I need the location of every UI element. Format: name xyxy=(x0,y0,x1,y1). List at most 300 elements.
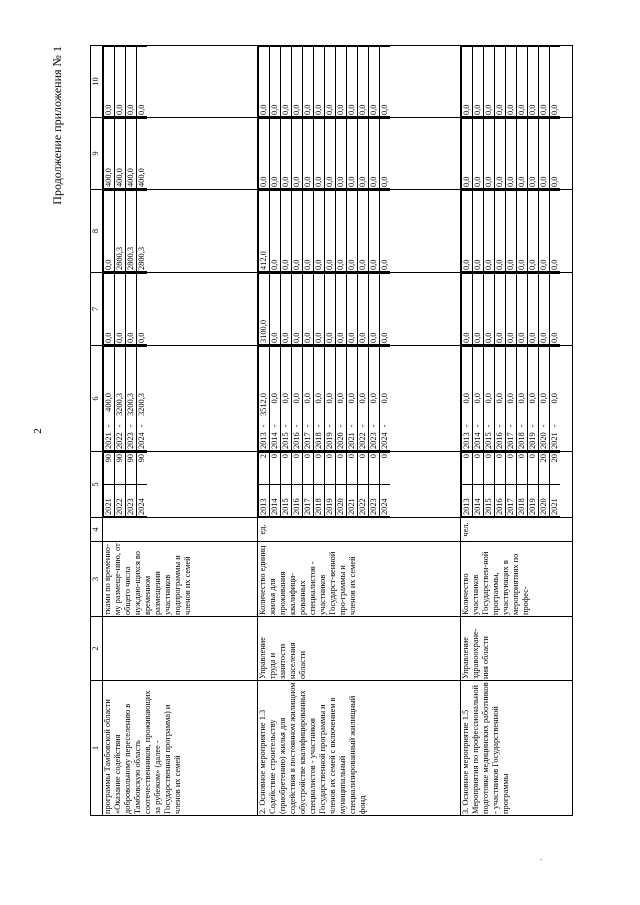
year-row xyxy=(137,453,148,517)
funding-value: 0,0 xyxy=(126,274,137,345)
total-value: 0,0 xyxy=(473,393,482,404)
total-value: 0,0 xyxy=(281,393,290,404)
year-values xyxy=(258,118,390,189)
year: 2016 xyxy=(292,485,303,517)
funding-value: 0,0 xyxy=(462,274,473,345)
indicator-value: 90 xyxy=(137,453,148,485)
executor-cell xyxy=(258,617,461,681)
funding-value: 400,0 xyxy=(104,119,115,189)
funding-value: 0,0 xyxy=(281,119,292,189)
funding-value: 0,0 xyxy=(462,47,473,117)
stray-mark: . xyxy=(540,853,542,862)
year-row xyxy=(115,453,126,517)
year-row xyxy=(484,119,495,189)
year-row xyxy=(303,191,314,272)
year-row xyxy=(358,453,369,517)
year-row xyxy=(517,347,528,451)
year-row xyxy=(358,274,369,345)
year-values xyxy=(103,273,147,345)
year-row xyxy=(126,453,137,517)
column-header: 1 xyxy=(91,681,103,816)
column-header: 7 xyxy=(91,273,103,346)
total-value: 0,0 xyxy=(325,393,334,404)
year-values xyxy=(258,273,390,345)
year-row xyxy=(369,347,380,451)
year-row xyxy=(380,47,391,117)
total-value: 0,0 xyxy=(484,393,493,404)
indicator-value: 0 xyxy=(292,453,303,485)
funding-value: 0,0 xyxy=(380,47,391,117)
year-row xyxy=(369,191,380,272)
total-value: 0,0 xyxy=(506,393,515,404)
year-row xyxy=(336,453,347,517)
indicator-value: 0 xyxy=(380,453,391,485)
activity-name: 2. Основное мероприятие 1.3 Содействие строительству (приобретению) жилья для содействия в постоянном жилищном обустройстве квалифицированных специалистов - участников Государственной программы и членов их семей с включением в муниципальный специализированный жилищный фонд xyxy=(258,682,367,814)
year-total xyxy=(292,347,303,451)
funding-source-cell xyxy=(103,118,258,190)
year-row xyxy=(347,191,358,272)
indicator-value: 0 xyxy=(517,453,528,485)
year-row xyxy=(325,191,336,272)
column-header: 2 xyxy=(91,617,103,681)
year-row xyxy=(369,274,380,345)
year-row xyxy=(270,453,281,517)
year-total xyxy=(126,347,137,451)
year-row xyxy=(347,347,358,451)
year-row xyxy=(369,119,380,189)
year-row xyxy=(495,191,506,272)
year-values xyxy=(461,346,560,451)
year-row xyxy=(292,47,303,117)
total-value: 3200,3 xyxy=(137,393,146,417)
year-row xyxy=(380,453,391,517)
year-row xyxy=(281,347,292,451)
year: 2017 xyxy=(506,485,517,517)
year: 2018 xyxy=(517,485,528,517)
total-funding-cell xyxy=(103,346,258,452)
unit: чел. xyxy=(461,522,470,537)
funding-value: 0,0 xyxy=(325,47,336,117)
dash: - xyxy=(126,424,135,428)
year-total xyxy=(462,347,473,451)
year: 2023 xyxy=(126,485,137,517)
funding-value: 400,0 xyxy=(115,119,126,189)
year: 2024 xyxy=(380,485,391,517)
funding-source-cell xyxy=(258,273,461,346)
year-values xyxy=(103,118,147,189)
dash: - xyxy=(137,424,146,428)
total-value: 0,0 xyxy=(292,393,301,404)
indicator-value: 2 xyxy=(259,453,270,485)
indicator-values-cell xyxy=(461,452,573,518)
funding-value: 0,0 xyxy=(506,274,517,345)
year: 2023 xyxy=(369,485,380,517)
funding-value: 0,0 xyxy=(517,119,528,189)
year-values xyxy=(103,346,147,451)
dash: - xyxy=(314,424,323,428)
dash: - xyxy=(303,424,312,428)
year-row xyxy=(115,47,126,117)
year-row xyxy=(259,191,270,272)
year-total xyxy=(281,347,292,451)
year-row xyxy=(539,191,550,272)
year-total xyxy=(358,347,369,451)
funding-value: 0,0 xyxy=(303,274,314,345)
year-values xyxy=(258,346,390,451)
year-values xyxy=(461,118,560,189)
dash: - xyxy=(462,424,471,428)
year-row xyxy=(314,47,325,117)
year-total xyxy=(137,347,148,451)
funding-value: 0,0 xyxy=(314,47,325,117)
dash: - xyxy=(484,424,493,428)
funding-value: 3100,0 xyxy=(259,274,270,345)
year: 2021 xyxy=(104,485,115,517)
funding-value: 0,0 xyxy=(347,274,358,345)
year-total xyxy=(528,347,539,451)
dash: - xyxy=(358,424,367,428)
funding-value: 0,0 xyxy=(137,47,148,117)
year-row xyxy=(484,191,495,272)
year-total xyxy=(380,347,391,451)
funding-value: 0,0 xyxy=(369,119,380,189)
year-total xyxy=(495,347,506,451)
total-value: 3512,0 xyxy=(259,393,268,417)
year-row xyxy=(281,47,292,117)
funding-value: 0,0 xyxy=(550,274,561,345)
column-header: 5 xyxy=(91,452,103,518)
year-row xyxy=(303,453,314,517)
dash: - xyxy=(495,424,504,428)
funding-value: 0,0 xyxy=(314,119,325,189)
funding-value: 400,0 xyxy=(137,119,148,189)
year-row xyxy=(336,274,347,345)
year: 2016 xyxy=(495,432,504,449)
indicator-cell xyxy=(258,542,461,617)
dash: - xyxy=(550,424,559,428)
year-row xyxy=(292,274,303,345)
funding-value: 0,0 xyxy=(104,47,115,117)
year-row xyxy=(259,119,270,189)
year-row xyxy=(539,274,550,345)
funding-value: 0,0 xyxy=(369,191,380,272)
year-total xyxy=(325,347,336,451)
year: 2018 xyxy=(517,432,526,449)
year-row xyxy=(104,47,115,117)
year-row xyxy=(126,347,137,451)
year-row xyxy=(380,347,391,451)
funding-value: 0,0 xyxy=(270,274,281,345)
total-value: 0,0 xyxy=(495,393,504,404)
activity-name: программы Тамбовской области «Оказание содействия добровольному переселению в Тамбовскую область соотечественников, проживающих за рубежом» (далее - Государственная программа) и членов их семей xyxy=(103,690,182,814)
dash: - xyxy=(115,424,124,428)
unit: ед. xyxy=(258,524,267,535)
program-table xyxy=(90,45,573,816)
year-row xyxy=(550,274,561,345)
year: 2013 xyxy=(259,432,268,449)
year-row xyxy=(270,191,281,272)
page-number: 2 xyxy=(32,428,44,434)
year-row xyxy=(104,274,115,345)
year-row xyxy=(380,119,391,189)
year-row xyxy=(270,274,281,345)
dash: - xyxy=(104,424,113,428)
year-row xyxy=(473,191,484,272)
funding-value: 0,0 xyxy=(528,47,539,117)
year: 2017 xyxy=(303,432,312,449)
funding-value: 0,0 xyxy=(495,274,506,345)
year-row xyxy=(358,119,369,189)
year: 2016 xyxy=(495,485,506,517)
year-row xyxy=(369,47,380,117)
funding-source-cell xyxy=(258,190,461,273)
column-header: 6 xyxy=(91,346,103,452)
year-row xyxy=(528,191,539,272)
year: 2014 xyxy=(270,432,279,449)
activity-name-cell xyxy=(103,681,258,816)
year: 2017 xyxy=(506,432,515,449)
total-value: 0,0 xyxy=(528,393,537,404)
funding-value: 0,0 xyxy=(336,47,347,117)
funding-value: 0,0 xyxy=(462,191,473,272)
year-row xyxy=(104,191,115,272)
year-row xyxy=(506,274,517,345)
funding-source-cell xyxy=(103,190,258,273)
year-row xyxy=(550,347,561,451)
year-row xyxy=(495,347,506,451)
year-row xyxy=(126,119,137,189)
funding-value: 0,0 xyxy=(347,119,358,189)
year: 2020 xyxy=(336,485,347,517)
year-row xyxy=(314,191,325,272)
year-row xyxy=(380,191,391,272)
year-row xyxy=(495,119,506,189)
column-number-row xyxy=(91,46,103,816)
year: 2019 xyxy=(528,485,539,517)
funding-value: 0,0 xyxy=(369,47,380,117)
funding-value: 0,0 xyxy=(380,119,391,189)
column-header: 8 xyxy=(91,190,103,273)
funding-value: 0,0 xyxy=(358,191,369,272)
funding-value: 0,0 xyxy=(292,274,303,345)
year-row xyxy=(325,453,336,517)
year-row xyxy=(495,453,506,517)
year-values xyxy=(258,190,390,272)
funding-value: 0,0 xyxy=(126,47,137,117)
column-header: 9 xyxy=(91,118,103,190)
funding-value: 0,0 xyxy=(292,47,303,117)
year-values xyxy=(258,46,390,117)
rotated-landscape-content xyxy=(32,46,578,816)
funding-value: 0,0 xyxy=(259,119,270,189)
year-row xyxy=(484,347,495,451)
year-row xyxy=(517,274,528,345)
year-total xyxy=(473,347,484,451)
funding-value: 412,0 xyxy=(259,191,270,272)
year: 2018 xyxy=(314,485,325,517)
year: 2015 xyxy=(281,432,290,449)
funding-value: 0,0 xyxy=(314,274,325,345)
funding-value: 0,0 xyxy=(550,191,561,272)
year: 2023 xyxy=(369,432,378,449)
year-total xyxy=(303,347,314,451)
indicator-value: 0 xyxy=(336,453,347,485)
funding-value: 0,0 xyxy=(104,274,115,345)
year-row xyxy=(270,47,281,117)
year-row xyxy=(473,274,484,345)
year-values xyxy=(461,452,560,517)
year-total xyxy=(104,347,115,451)
year: 2024 xyxy=(380,432,389,449)
year-row xyxy=(126,274,137,345)
funding-value: 0,0 xyxy=(358,274,369,345)
total-value: 0,0 xyxy=(380,393,389,404)
year-row xyxy=(281,119,292,189)
year-row xyxy=(506,191,517,272)
funding-value: 0,0 xyxy=(259,47,270,117)
funding-value: 0,0 xyxy=(281,191,292,272)
year-row xyxy=(539,453,550,517)
year-row xyxy=(259,47,270,117)
funding-value: 0,0 xyxy=(517,47,528,117)
total-value: 0,0 xyxy=(462,393,471,404)
year-row xyxy=(462,191,473,272)
year: 2020 xyxy=(539,485,550,517)
funding-value: 0,0 xyxy=(506,47,517,117)
year-total xyxy=(259,347,270,451)
year-row xyxy=(517,47,528,117)
activity-name-cell xyxy=(461,681,573,816)
funding-source-cell xyxy=(258,118,461,190)
indicator-value: 0 xyxy=(369,453,380,485)
dash: - xyxy=(336,424,345,428)
activity-name-cell xyxy=(258,681,461,816)
funding-value: 0,0 xyxy=(336,191,347,272)
year: 2013 xyxy=(259,485,270,517)
year-row xyxy=(115,274,126,345)
total-value: 400,0 xyxy=(104,393,113,412)
year-row xyxy=(137,47,148,117)
year-row xyxy=(528,274,539,345)
funding-value: 0,0 xyxy=(292,191,303,272)
year-row xyxy=(550,119,561,189)
year-row xyxy=(281,453,292,517)
table-row xyxy=(258,46,461,816)
year: 2013 xyxy=(462,432,471,449)
year-row xyxy=(528,119,539,189)
year: 2019 xyxy=(325,432,334,449)
year-row xyxy=(126,191,137,272)
year: 2022 xyxy=(115,485,126,517)
year-row xyxy=(104,119,115,189)
year-row xyxy=(314,347,325,451)
funding-value: 0,0 xyxy=(325,119,336,189)
continuation-title: Продолжение приложения № 1 xyxy=(50,46,64,205)
year: 2017 xyxy=(303,485,314,517)
executor-cell xyxy=(103,617,258,681)
funding-source-cell xyxy=(103,273,258,346)
year-total xyxy=(115,347,126,451)
year: 2014 xyxy=(270,485,281,517)
year: 2022 xyxy=(115,432,124,449)
year-row xyxy=(281,274,292,345)
year-row xyxy=(550,47,561,117)
year-row xyxy=(506,347,517,451)
funding-value: 0,0 xyxy=(550,119,561,189)
year-row xyxy=(539,347,550,451)
year-row xyxy=(506,119,517,189)
year-row xyxy=(550,191,561,272)
indicator-value: 0 xyxy=(473,453,484,485)
year: 2021 xyxy=(347,432,356,449)
year-total xyxy=(484,347,495,451)
total-value: 0,0 xyxy=(347,393,356,404)
year: 2024 xyxy=(137,432,146,449)
funding-value: 0,0 xyxy=(303,119,314,189)
funding-value: 0,0 xyxy=(528,191,539,272)
funding-value: 0,0 xyxy=(358,119,369,189)
funding-value: 2800,3 xyxy=(115,191,126,272)
year-row xyxy=(115,347,126,451)
year-row xyxy=(347,453,358,517)
column-header: 10 xyxy=(91,46,103,118)
indicator-value: 0 xyxy=(270,453,281,485)
year-row xyxy=(380,274,391,345)
year: 2015 xyxy=(484,485,495,517)
funding-value: 0,0 xyxy=(292,119,303,189)
dash: - xyxy=(517,424,526,428)
funding-value: 0,0 xyxy=(325,191,336,272)
year-row xyxy=(303,347,314,451)
unit-cell xyxy=(103,518,258,542)
year-row xyxy=(347,274,358,345)
year: 2022 xyxy=(358,432,367,449)
indicator-value: 90 xyxy=(115,453,126,485)
year-total xyxy=(314,347,325,451)
indicator-value: 0 xyxy=(281,453,292,485)
funding-value: 0,0 xyxy=(462,119,473,189)
year-row xyxy=(462,119,473,189)
year-values xyxy=(103,452,147,517)
dash: - xyxy=(347,424,356,428)
dash: - xyxy=(259,424,268,428)
year-row xyxy=(484,47,495,117)
year-total xyxy=(550,347,561,451)
funding-value: 0,0 xyxy=(270,119,281,189)
funding-value: 0,0 xyxy=(281,47,292,117)
year-row xyxy=(336,191,347,272)
funding-value: 0,0 xyxy=(484,119,495,189)
funding-value: 0,0 xyxy=(484,47,495,117)
funding-value: 0,0 xyxy=(325,274,336,345)
year-row xyxy=(473,453,484,517)
year-total xyxy=(336,347,347,451)
total-value: 3200,3 xyxy=(126,393,135,417)
year: 2021 xyxy=(347,485,358,517)
year: 2019 xyxy=(325,485,336,517)
indicator-value: 0 xyxy=(358,453,369,485)
year-row xyxy=(358,47,369,117)
dash: - xyxy=(325,424,334,428)
year-row xyxy=(484,274,495,345)
indicator-values-cell xyxy=(103,452,258,518)
dash: - xyxy=(539,424,548,428)
dash: - xyxy=(506,424,515,428)
funding-value: 0,0 xyxy=(380,274,391,345)
year: 2024 xyxy=(137,485,148,517)
funding-value: 0,0 xyxy=(137,274,148,345)
funding-value: 0,0 xyxy=(495,47,506,117)
